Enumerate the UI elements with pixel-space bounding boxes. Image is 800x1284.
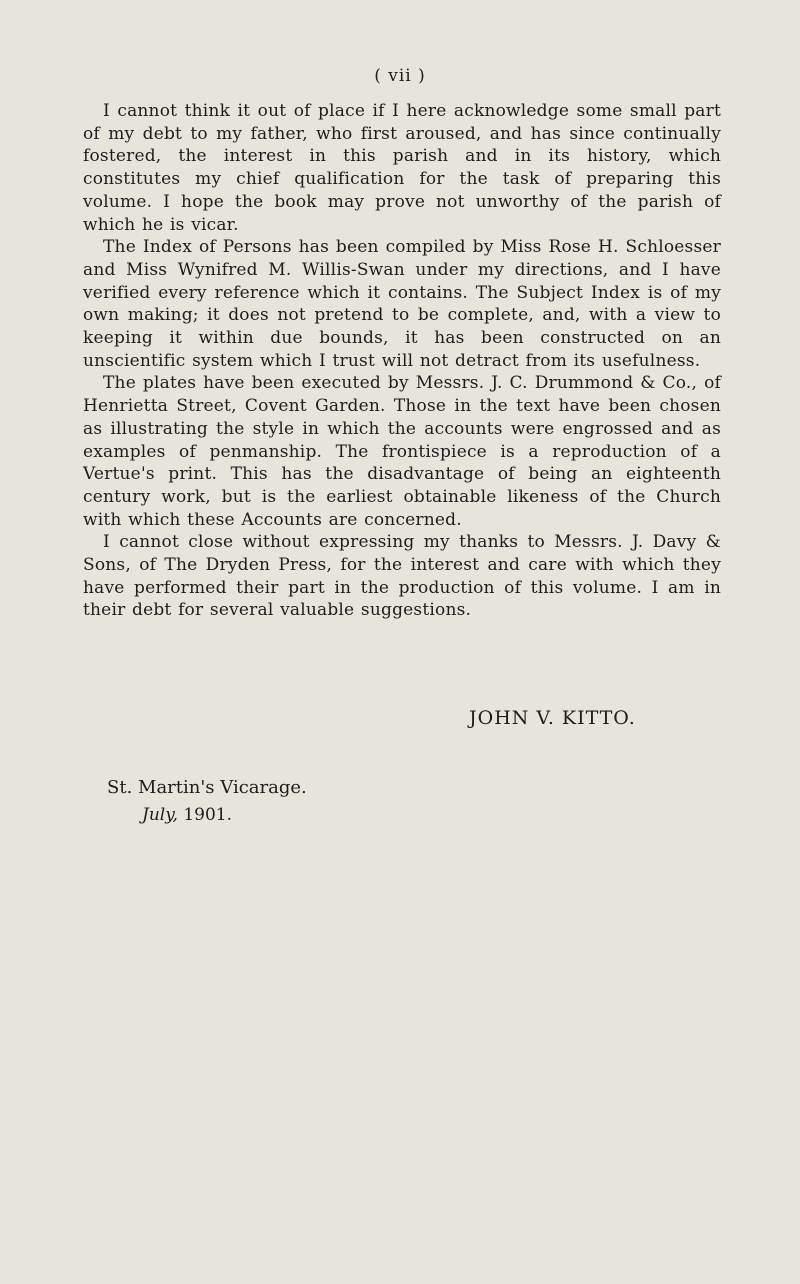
date-month: July, xyxy=(142,805,178,825)
page-number: ( vii ) xyxy=(374,66,426,86)
paragraph-thanks-printers: I cannot close without expressing my thanks to Messrs. J. Davy & Sons, of The Dryden Press, for the interest and care with which they have performed their part in the production of this volume. I am in their debt for several valuable suggestions. xyxy=(83,532,721,621)
paragraph-index: The Index of Persons has been compiled by Miss Rose H. Schloesser and Miss Wynifred M. Willis-Swan under my directions, and I have verified every reference which it contains. The Subject Index is of my own making; it does not pretend to be complete, and, with a view to keeping it within due bounds, it has been constructed on an unscientific system which I trust will not detract from its usefulness. xyxy=(83,237,721,371)
preface-body xyxy=(83,100,721,622)
date-year: 1901. xyxy=(183,805,233,825)
sign-off-date xyxy=(142,805,232,825)
author-signature: JOHN V. KITTO. xyxy=(469,707,636,729)
paragraph-acknowledgement-father: I cannot think it out of place if I here acknowledge some small part of my debt to my father, who first aroused, and has since continually fostered, the interest in this parish and in its history, which constitutes my chief qualification for the task of preparing this volume. I hope the book may prove not unworthy of the parish of which he is vicar. xyxy=(83,101,721,235)
paragraph-plates: The plates have been executed by Messrs. J. C. Drummond & Co., of Henrietta Street, Covent Garden. Those in the text have been chosen as illustrating the style in which the accounts were engrossed and as examples of penmanship. The frontispiece is a reproduction of a Vertue's print. This has the disadvantage of being an eighteenth century work, but is the earliest obtainable likeness of the Church with which these Accounts are concerned. xyxy=(83,373,721,530)
sign-off-place: St. Martin's Vicarage. xyxy=(107,777,307,798)
